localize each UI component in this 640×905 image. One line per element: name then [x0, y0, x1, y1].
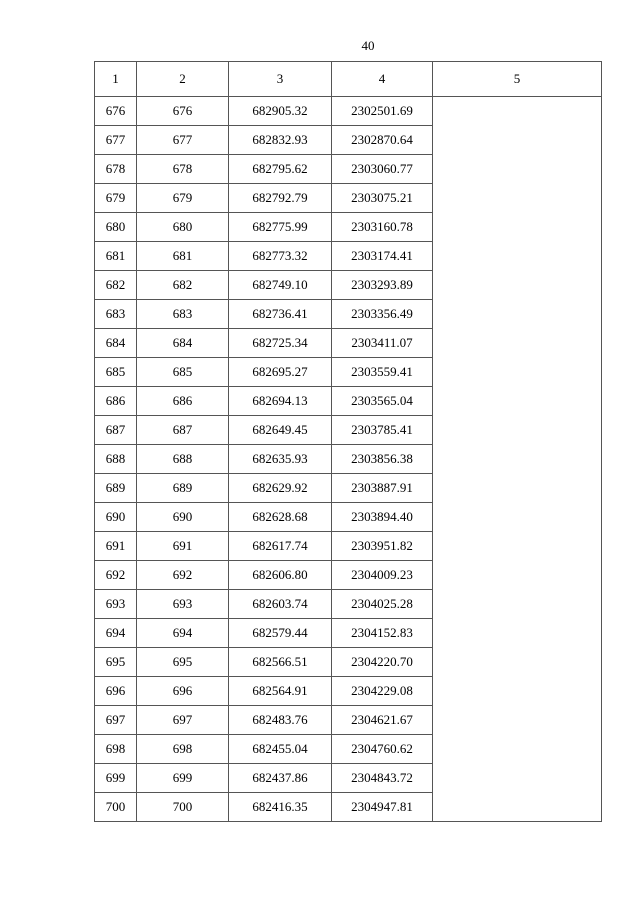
table-cell-col-4: 2304220.70	[332, 648, 433, 677]
table-cell-col-3: 682795.62	[229, 155, 332, 184]
table-cell-col-2: 681	[137, 242, 229, 271]
table-cell-col-2: 689	[137, 474, 229, 503]
table-cell-col-1: 695	[95, 648, 137, 677]
table-cell-col-3: 682603.74	[229, 590, 332, 619]
table-cell-col-2: 696	[137, 677, 229, 706]
table-cell-col-3: 682629.92	[229, 474, 332, 503]
table-cell-col-1: 698	[95, 735, 137, 764]
table-cell-col-2: 685	[137, 358, 229, 387]
table-cell-col-3: 682483.76	[229, 706, 332, 735]
table-cell-col-2: 697	[137, 706, 229, 735]
table-cell-col-4: 2304025.28	[332, 590, 433, 619]
table-cell-col-1: 697	[95, 706, 137, 735]
table-cell-col-1: 685	[95, 358, 137, 387]
table-cell-col-3: 682773.32	[229, 242, 332, 271]
column-header-5: 5	[433, 62, 602, 97]
table-cell-col-4: 2303160.78	[332, 213, 433, 242]
table-cell-col-2: 683	[137, 300, 229, 329]
table-cell-col-1: 688	[95, 445, 137, 474]
column-header-3: 3	[229, 62, 332, 97]
table-cell-col-3: 682736.41	[229, 300, 332, 329]
table-cell-col-1: 699	[95, 764, 137, 793]
table-cell-col-3: 682606.80	[229, 561, 332, 590]
table-cell-col-2: 684	[137, 329, 229, 358]
table-cell-col-3: 682695.27	[229, 358, 332, 387]
column-header-1: 1	[95, 62, 137, 97]
table-cell-col-3: 682617.74	[229, 532, 332, 561]
table-cell-col-2: 698	[137, 735, 229, 764]
table-cell-col-3: 682579.44	[229, 619, 332, 648]
table-cell-col-4: 2304152.83	[332, 619, 433, 648]
table-cell-col-2: 677	[137, 126, 229, 155]
table-cell-col-2: 686	[137, 387, 229, 416]
table-row	[95, 97, 602, 126]
table-cell-col-3: 682564.91	[229, 677, 332, 706]
table-cell-col-4: 2303856.38	[332, 445, 433, 474]
table-cell-col-1: 679	[95, 184, 137, 213]
table-cell-col-3: 682725.34	[229, 329, 332, 358]
table-cell-col-1: 696	[95, 677, 137, 706]
table-cell-col-3: 682749.10	[229, 271, 332, 300]
table-cell-col-4: 2304760.62	[332, 735, 433, 764]
table-cell-col-2: 678	[137, 155, 229, 184]
column-header-4: 4	[332, 62, 433, 97]
table-cell-col-3: 682635.93	[229, 445, 332, 474]
table-cell-col-4: 2303356.49	[332, 300, 433, 329]
table-cell-col-4: 2303559.41	[332, 358, 433, 387]
table-cell-col-4: 2303565.04	[332, 387, 433, 416]
table-cell-col-2: 694	[137, 619, 229, 648]
table-cell-col-2: 676	[137, 97, 229, 126]
table-cell-col-1: 689	[95, 474, 137, 503]
table-cell-col-3: 682416.35	[229, 793, 332, 822]
table-cell-col-3: 682437.86	[229, 764, 332, 793]
table-cell-col-4: 2304947.81	[332, 793, 433, 822]
table-cell-col-3: 682694.13	[229, 387, 332, 416]
table-cell-col-3: 682455.04	[229, 735, 332, 764]
table-cell-col-1: 680	[95, 213, 137, 242]
table-cell-col-1: 676	[95, 97, 137, 126]
table-cell-col-4: 2303293.89	[332, 271, 433, 300]
table-cell-col-2: 692	[137, 561, 229, 590]
table-cell-col-4: 2303060.77	[332, 155, 433, 184]
table-cell-col-1: 684	[95, 329, 137, 358]
table-cell-col-3: 682792.79	[229, 184, 332, 213]
table-cell-col-2: 695	[137, 648, 229, 677]
table-body	[95, 97, 602, 822]
table-cell-col-4: 2304843.72	[332, 764, 433, 793]
table-cell-col-1: 692	[95, 561, 137, 590]
table-cell-col-1: 683	[95, 300, 137, 329]
table-cell-col-2: 680	[137, 213, 229, 242]
table-cell-col-3: 682628.68	[229, 503, 332, 532]
table-cell-col-4: 2303887.91	[332, 474, 433, 503]
table-cell-col-2: 687	[137, 416, 229, 445]
table-cell-col-4: 2304621.67	[332, 706, 433, 735]
table-cell-col-1: 700	[95, 793, 137, 822]
table-cell-col-2: 700	[137, 793, 229, 822]
table-cell-col-1: 690	[95, 503, 137, 532]
table-cell-col-2: 699	[137, 764, 229, 793]
table-cell-col-2: 693	[137, 590, 229, 619]
table-cell-col-3: 682566.51	[229, 648, 332, 677]
table-cell-col-1: 686	[95, 387, 137, 416]
table-cell-col-4: 2303174.41	[332, 242, 433, 271]
table-cell-col-1: 691	[95, 532, 137, 561]
table-cell-col-1: 677	[95, 126, 137, 155]
table-cell-col-4: 2304229.08	[332, 677, 433, 706]
table-cell-col-1: 681	[95, 242, 137, 271]
table-cell-col-1: 687	[95, 416, 137, 445]
table-cell-col-4: 2302501.69	[332, 97, 433, 126]
table-cell-col-4: 2302870.64	[332, 126, 433, 155]
table-cell-col-4: 2303075.21	[332, 184, 433, 213]
table-cell-col-1: 678	[95, 155, 137, 184]
table-cell-col-1: 694	[95, 619, 137, 648]
table-cell-col-3: 682649.45	[229, 416, 332, 445]
table-cell-col-4: 2303785.41	[332, 416, 433, 445]
table-cell-col-4: 2304009.23	[332, 561, 433, 590]
column-header-2: 2	[137, 62, 229, 97]
table-cell-col-3: 682905.32	[229, 97, 332, 126]
table-cell-col-1: 682	[95, 271, 137, 300]
table-cell-col-2: 691	[137, 532, 229, 561]
table-cell-col-2: 682	[137, 271, 229, 300]
table-cell-col-4: 2303411.07	[332, 329, 433, 358]
table-cell-col-4: 2303951.82	[332, 532, 433, 561]
table-cell-col-3: 682832.93	[229, 126, 332, 155]
table-cell-col-1: 693	[95, 590, 137, 619]
table-cell-col-2: 688	[137, 445, 229, 474]
table-cell-col-2: 679	[137, 184, 229, 213]
table-cell-col-3: 682775.99	[229, 213, 332, 242]
table-cell-col-2: 690	[137, 503, 229, 532]
table-cell-col-5	[433, 97, 602, 822]
table-header-row	[95, 62, 602, 97]
coordinates-table	[94, 61, 602, 822]
table-cell-col-4: 2303894.40	[332, 503, 433, 532]
page-number: 40	[361, 38, 375, 53]
